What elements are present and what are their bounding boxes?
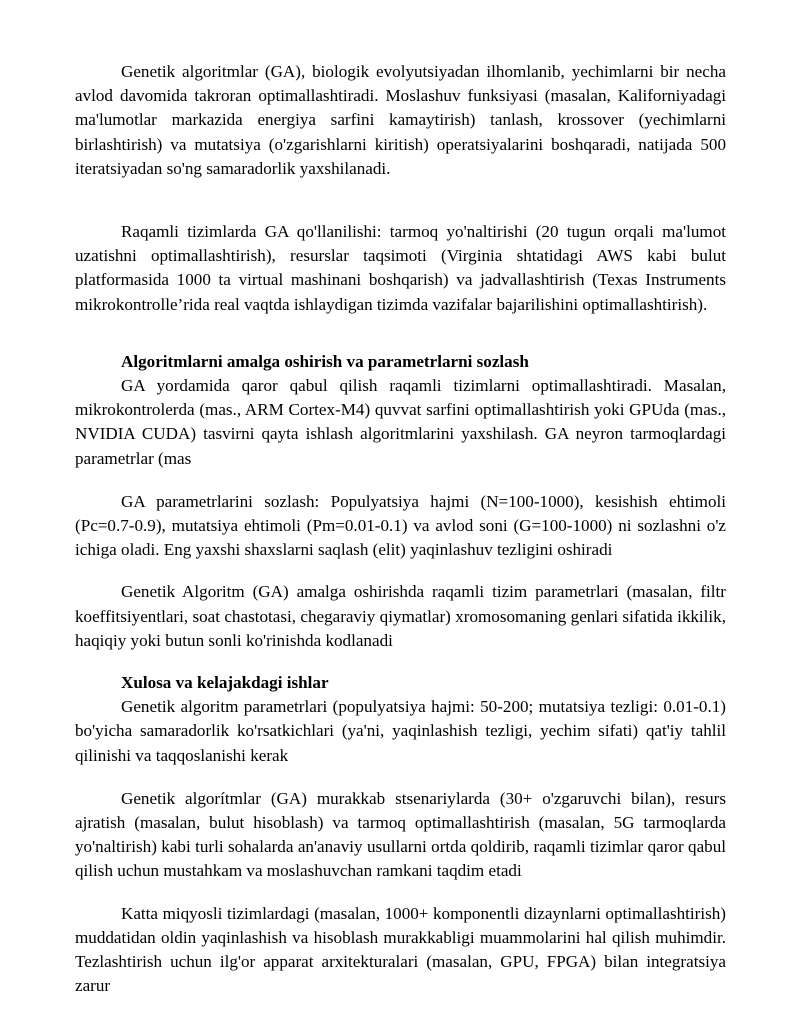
section-heading-conclusion: Xulosa va kelajakdagi ishlar: [121, 673, 329, 693]
paragraph-encoding: Genetik Algoritm (GA) amalga oshirishda raqamli tizim parametrlari (masalan, filtr koeffitsiyentlari, soat chastotasi, chegaraviy qiymatlar) xromosomaning genlari sifatida ikkilik, haqiqiy yoki butun sonli ko'rinishda kodlanadi: [75, 582, 726, 650]
paragraph-large-scale-systems: Katta miqyosli tizimlardagi (masalan, 1000+ komponentli dizaynlarni optimallashtirish) muddatidan oldin yaqinlashish va hisoblash murakkabligi muammolarini hal qilish muhimdir. Tezlashtirish uchun ilg'or apparat arxitekturalari (masalan, GPU, FPGA) bilan integratsiya zarur: [75, 903, 726, 996]
paragraph-ga-applications: Raqamli tizimlarda GA qo'llanilishi: tarmoq yo'naltirishi (20 tugun orqali ma'lumot uzatishni optimallashtirish), resurslar taqsimoti (Virginia shtatidagi AWS kabi bulut platformasida 1000 ta virtual mashinani boshqarish) va jadvallashtirish (Texas Instruments mikrokontrolle’rida real vaqtda ishlaydigan tizimda vazifalar bajarilishini optimallashtirish).: [75, 222, 726, 314]
paragraph-complex-scenarios: Genetik algorítmlar (GA) murakkab stsenariylarda (30+ o'zgaruvchi bilan), resurs ajratish (masalan, bulut hisoblash) va tarmoq optimallashtirish (masalan, 5G tarmoqlarda yo'naltirish) kabi turli sohalarda an'anaviy usullarni ortda qoldirib, raqamli tizimlar qaror qabul qilish uchun mustahkam va moslashuvchan ramkani taqdim etadi: [75, 788, 726, 881]
paragraph-performance-analysis: Genetik algoritm parametrlari (populyatsiya hajmi: 50-200; mutatsiya tezligi: 0.01-0.1) bo'yicha samaradorlik ko'rsatkichlari (ya'ni, yaqinlashish tezligi, yechim sifati) qat'iy tahlil qilinishi va taqqoslanishi kerak: [75, 697, 726, 765]
paragraph-ga-intro: Genetik algoritmlar (GA), biologik evolyutsiyadan ilhomlanib, yechimlarni bir necha avlod davomida takroran optimallashtiradi. Moslashuv funksiyasi (masalan, Kaliforniyadagi ma'lumotlar markazida energiya sarfini kamaytirish) tanlash, krossover (yechimlarni birlashtirish) va mutatsiya (o'zgarishlarni kiritish) operatsiyalarini boshqaradi, natijada 500 iteratsiyadan so'ng samaradorlik yaxshilanadi.: [75, 62, 726, 178]
paragraph-decision-making: GA yordamida qaror qabul qilish raqamli tizimlarni optimallashtiradi. Masalan, mikrokontrolerda (mas., ARM Cortex-M4) quvvat sarfini optimallashtirish yoki GPUda (mas., NVIDIA CUDA) tasvirni qayta ishlash algoritmlarini yaxshilash. GA neyron tarmoqlardagi parametrlar (mas: [75, 376, 726, 468]
document-page: [75, 60, 726, 999]
section-heading-implementation: Algoritmlarni amalga oshirish va parametrlarni sozlash: [121, 351, 529, 371]
paragraph-parameter-tuning: GA parametrlarini sozlash: Populyatsiya hajmi (N=100-1000), kesishish ehtimoli (Pc=0.7-0.9), mutatsiya ehtimoli (Pm=0.01-0.1) va avlod soni (G=100-1000) ni sozlashni o'z ichiga oladi. Eng yaxshi shaxslarni saqlash (elit) yaqinlashuv tezligini oshiradi: [75, 491, 726, 560]
